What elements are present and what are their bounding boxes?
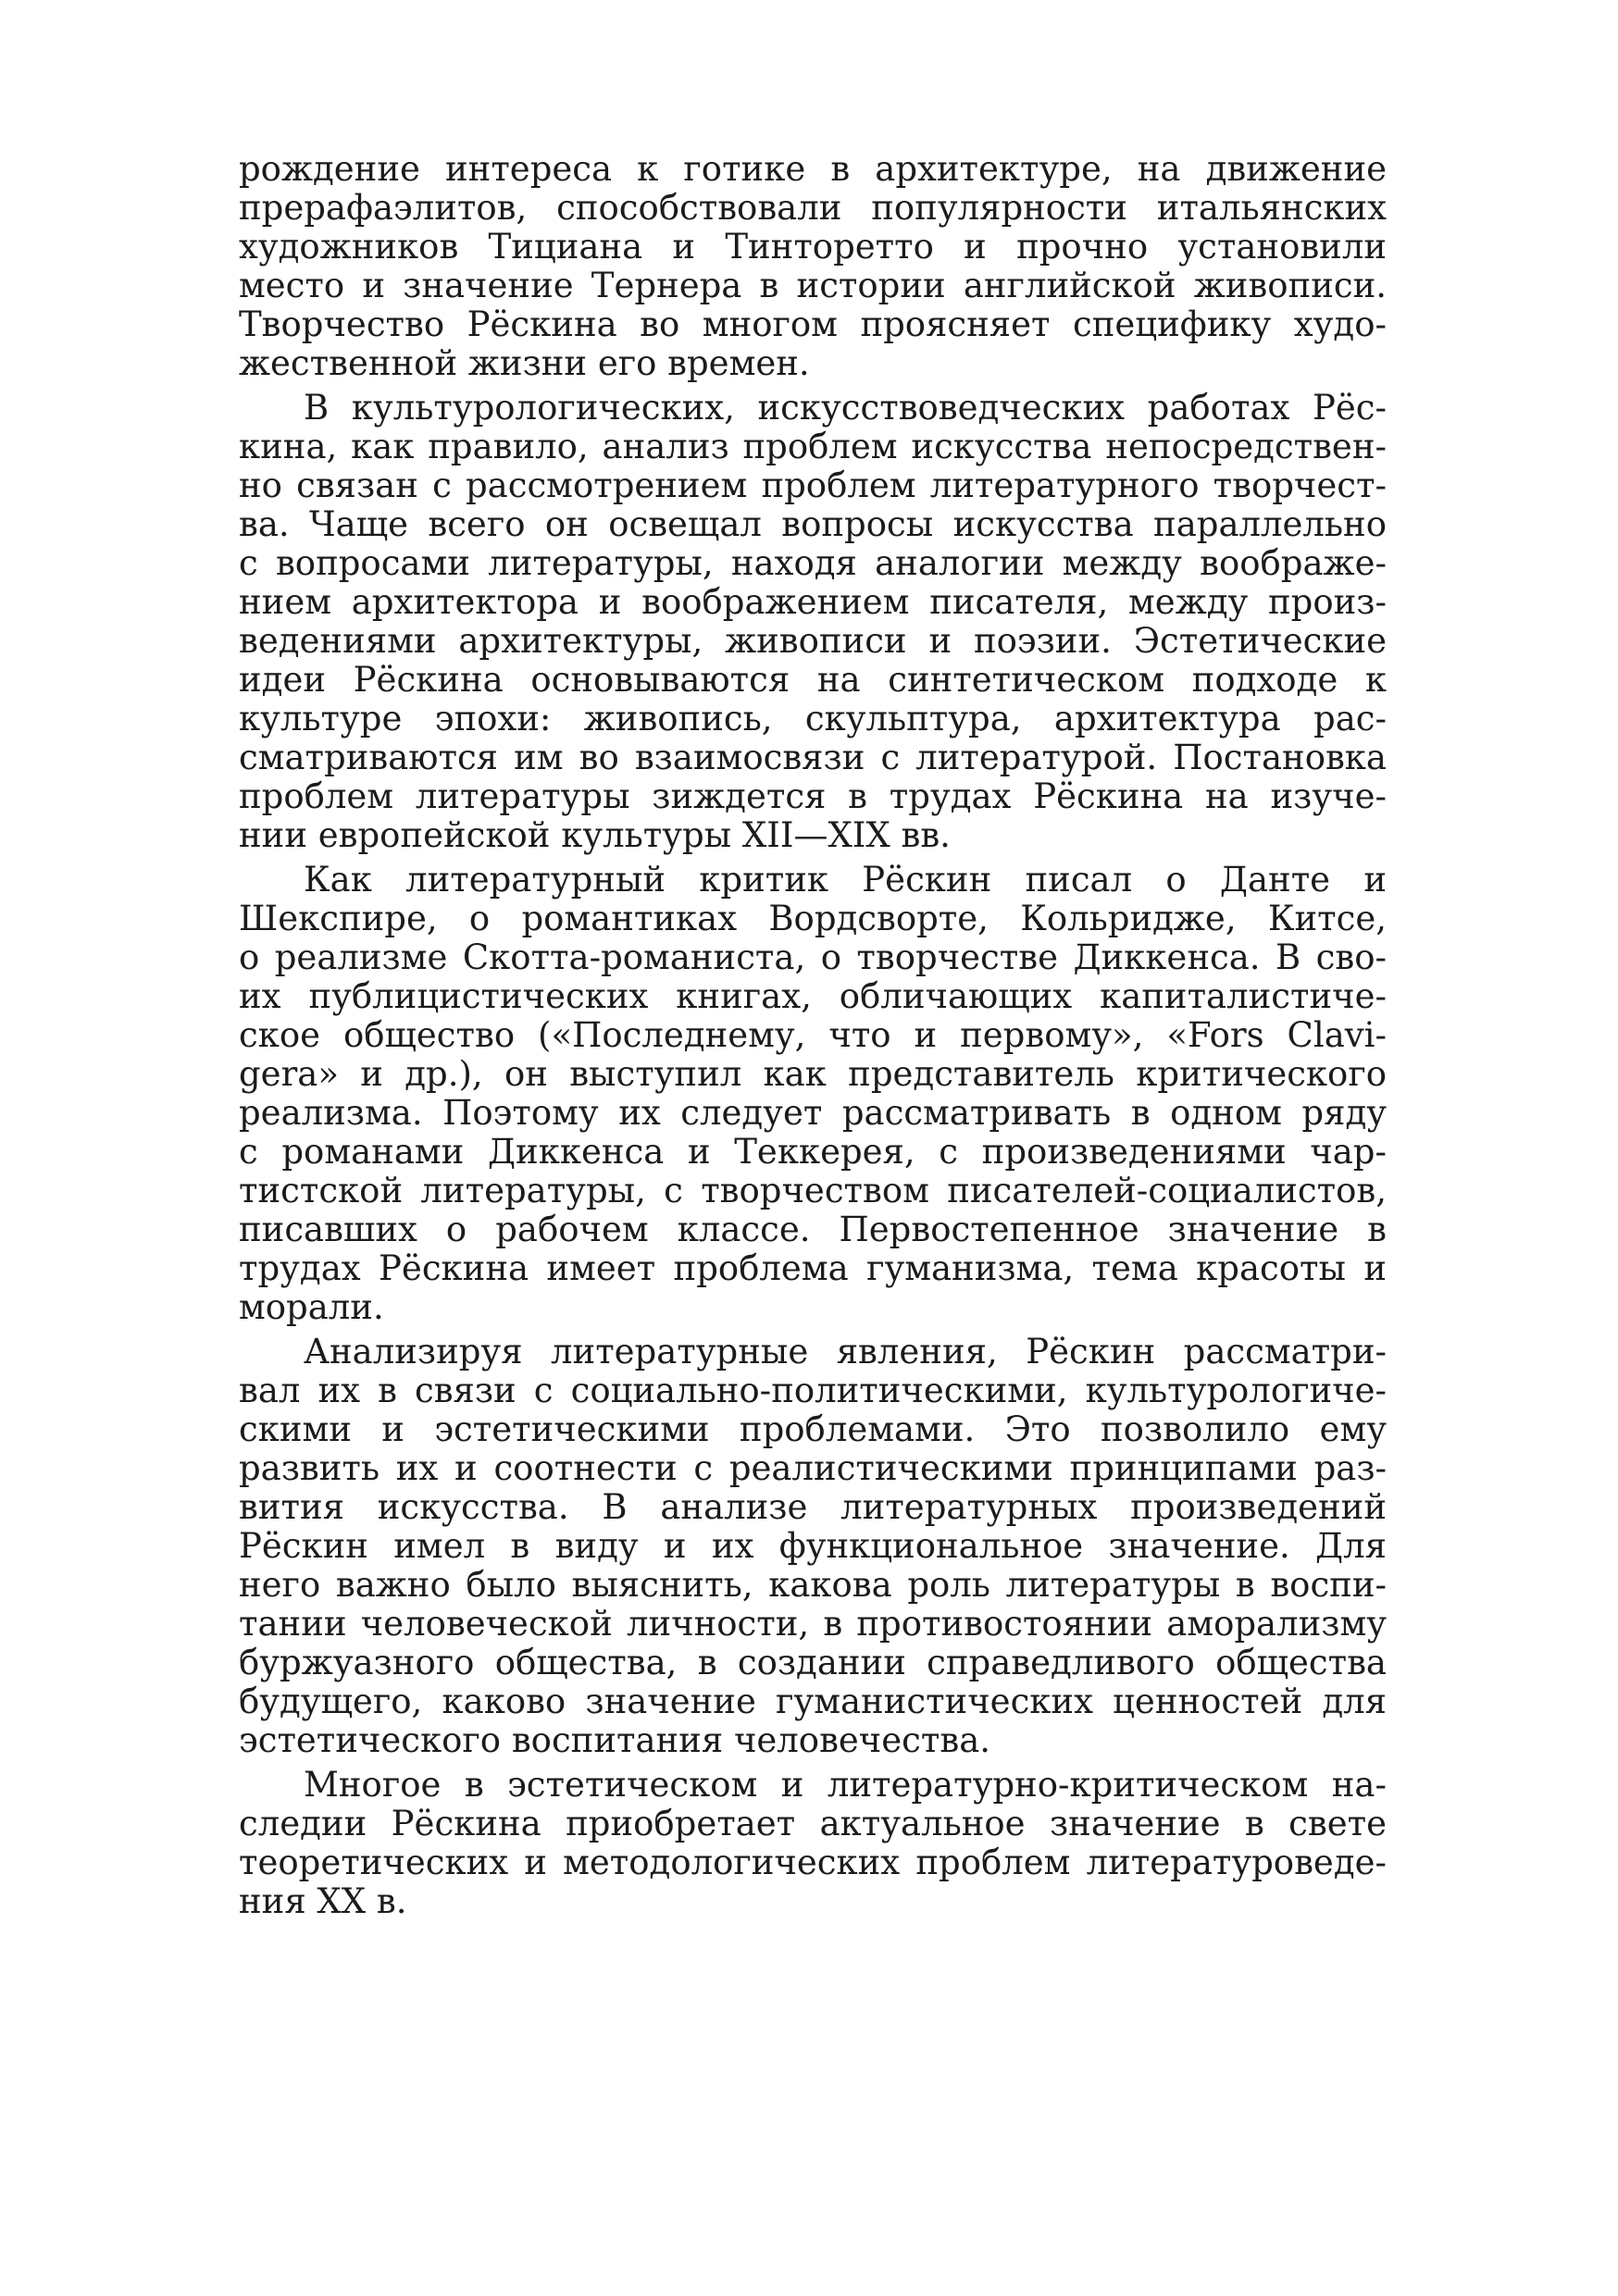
text-line: с вопросами литературы, находя аналогии между воображе- (239, 543, 1387, 583)
text-line: буржуазного общества, в создании справедливого общества (239, 1643, 1387, 1682)
text-line: кина, как правило, анализ проблем искусства непосредствен- (239, 427, 1387, 466)
text-line: тании человеческой личности, в противостоянии аморализму (239, 1604, 1387, 1644)
text-line: о реализме Скотта-романиста, о творчестве Диккенса. В сво- (239, 937, 1387, 977)
text-line: с романами Диккенса и Теккерея, с произведениями чар- (239, 1132, 1387, 1172)
text-line: gera» и др.), он выступил как представитель критического (239, 1054, 1387, 1094)
text-line: ния XX в. (239, 1881, 407, 1921)
text-line: Творчество Рёскина во многом проясняет специфику худо- (239, 304, 1387, 344)
text-line: него важно было выяснить, какова роль литературы в воспи- (239, 1565, 1387, 1605)
text-line: но связан с рассмотрением проблем литературного творчест- (239, 465, 1387, 505)
text-line: Многое в эстетическом и литературно-критическом на- (304, 1765, 1387, 1805)
text-line: прерафаэлитов, способствовали популярности итальянских (239, 188, 1387, 228)
text-line: ва. Чаще всего он освещал вопросы искусства параллельно (239, 504, 1387, 544)
text-line: Шекспире, о романтиках Вордсворте, Кольридже, Китсе, (239, 899, 1387, 938)
paragraph-3 (239, 861, 1387, 1327)
text-line: следии Рёскина приобретает актуальное значение в свете (239, 1804, 1387, 1843)
text-line: развить их и соотнести с реалистическими принципами раз- (239, 1448, 1387, 1488)
text-line: место и значение Тернера в истории английской живописи. (239, 266, 1387, 305)
text-line: вал их в связи с социально-политическими, культурологиче- (239, 1371, 1387, 1410)
text-line: эстетического воспитания человечества. (239, 1720, 991, 1760)
text-line: культуре эпохи: живопись, скульптура, архитектура рас- (239, 699, 1387, 738)
text-line: сматриваются им во взаимосвязи с литературой. Постановка (239, 738, 1387, 777)
text-line: Рёскин имел в виду и их функциональное значение. Для (239, 1526, 1387, 1566)
text-line: будущего, каково значение гуманистических ценностей для (239, 1682, 1387, 1721)
text-line: жественной жизни его времен. (239, 343, 810, 383)
body-text (239, 150, 1387, 1927)
paragraph-1 (239, 150, 1387, 383)
paragraph-4 (239, 1333, 1387, 1760)
text-line: ское общество («Последнему, что и первому», «Fors Clavi- (239, 1015, 1387, 1055)
paragraph-2 (239, 389, 1387, 855)
text-line: Анализируя литературные явления, Рёскин рассматри- (304, 1332, 1387, 1371)
text-line: В культурологических, искусствоведческих работах Рёс- (304, 388, 1387, 428)
text-line: нием архитектора и воображением писателя, между произ- (239, 582, 1387, 622)
text-line: трудах Рёскина имеет проблема гуманизма, тема красоты и (239, 1248, 1387, 1288)
text-line: писавших о рабочем классе. Первостепенное значение в (239, 1210, 1387, 1249)
text-line: Как литературный критик Рёскин писал о Данте и (304, 860, 1387, 900)
paragraph-5 (239, 1766, 1387, 1921)
text-line: проблем литературы зиждется в трудах Рёскина на изуче- (239, 776, 1387, 816)
text-line: идеи Рёскина основываются на синтетическом подходе к (239, 660, 1387, 700)
text-line: вития искусства. В анализе литературных произведений (239, 1487, 1387, 1527)
text-line: скими и эстетическими проблемами. Это позволило ему (239, 1409, 1387, 1449)
text-line: их публицистических книгах, обличающих капиталистиче- (239, 976, 1387, 1016)
text-line: тистской литературы, с творчеством писателей-социалистов, (239, 1171, 1387, 1210)
text-line: реализма. Поэтому их следует рассматривать в одном ряду (239, 1093, 1387, 1133)
text-line: теоретических и методологических проблем литературоведе- (239, 1843, 1387, 1882)
text-line: морали. (239, 1287, 384, 1327)
text-line: рождение интереса к готике в архитектуре, на движение (239, 149, 1387, 189)
text-line: ведениями архитектуры, живописи и поэзии. Эстетические (239, 621, 1387, 661)
text-line: нии европейской культуры XII—XIX вв. (239, 815, 951, 855)
text-line: художников Тициана и Тинторетто и прочно установили (239, 227, 1387, 267)
